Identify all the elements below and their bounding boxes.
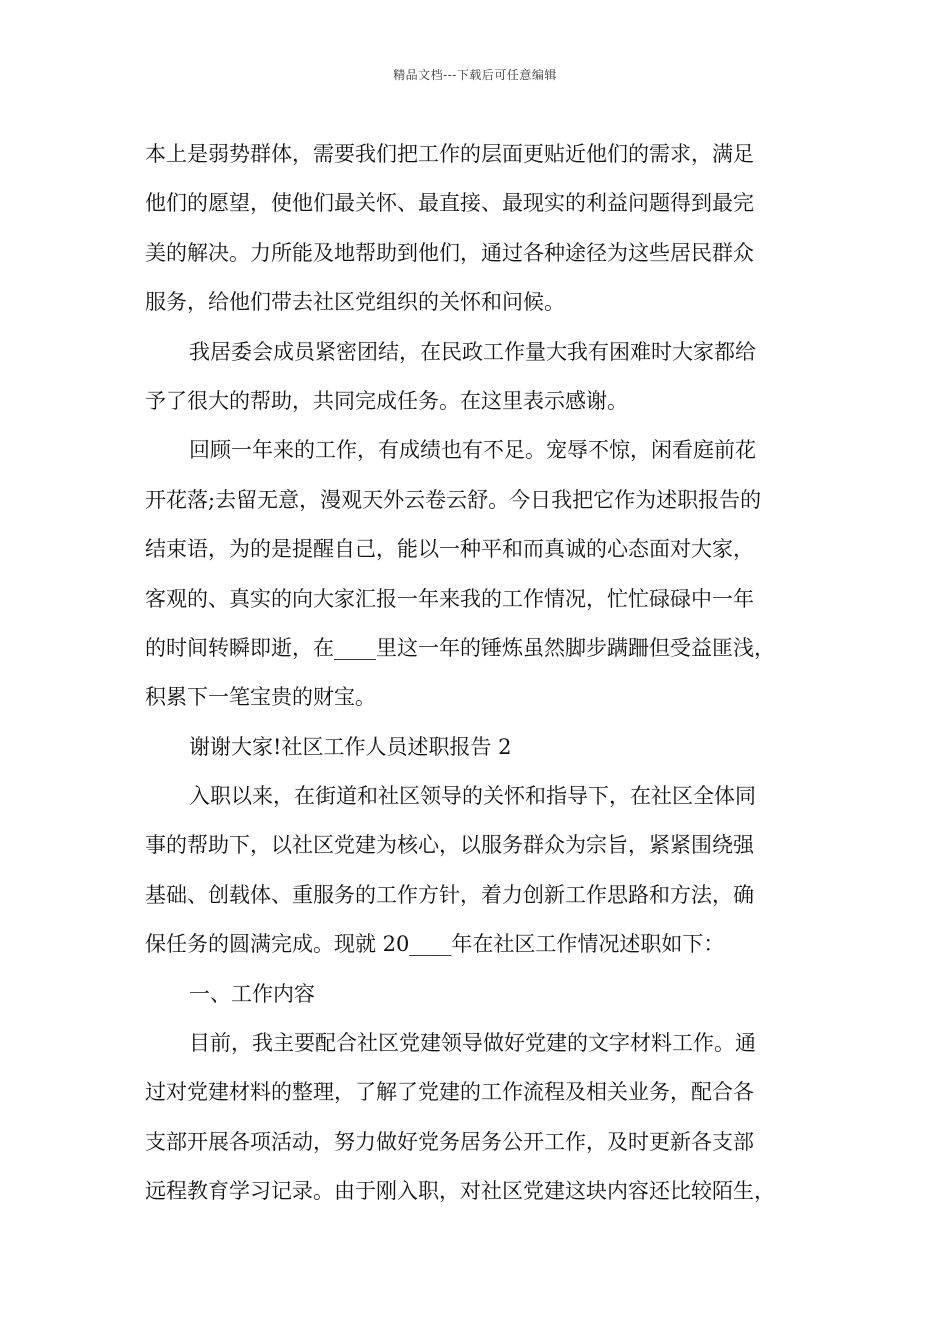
subheading: 一、工作内容 [189,981,315,1006]
text-line: 美的解决。力所能及地帮助到他们，通过各种途径为这些居民群众 [145,240,754,265]
page-header: 精品文档---下载后可任意编辑 [393,68,557,82]
text-line: 支部开展各项活动，努力做好党务居务公开工作，及时更新各支部 [145,1129,754,1154]
text-line: 服务，给他们带去社区党组织的关怀和问候。 [145,290,565,315]
text-line: 他们的愿望，使他们最关怀、最直接、最现实的利益问题得到最完 [145,191,754,216]
text-line: 结束语，为的是提醒自己，能以一种平和而真诚的心态面对大家， [145,537,754,562]
text-line: 远程教育学习记录。由于刚入职，对社区党建这块内容还比较陌生， [145,1179,775,1204]
text-line: 事的帮助下，以社区党建为核心，以服务群众为宗旨，紧紧围绕强 [145,833,754,858]
text-line: 过对党建材料的整理，了解了党建的工作流程及相关业务，配合各 [145,1080,754,1105]
text-line: 入职以来，在街道和社区领导的关怀和指导下，在社区全体同 [189,784,756,809]
text-line: 目前，我主要配合社区党建领导做好党建的文字材料工作。通 [189,1031,756,1056]
text-line: 本上是弱势群体，需要我们把工作的层面更贴近他们的需求，满足 [145,142,754,166]
text-line: 开花落;去留无意，漫观天外云卷云舒。今日我把它作为述职报告的 [145,487,762,512]
text-line: 的时间转瞬即逝，在____里这一年的锤炼虽然脚步蹒跚但受益匪浅， [145,635,775,660]
text-line: 客观的、真实的向大家汇报一年来我的工作情况，忙忙碌碌中一年 [145,586,754,611]
text-line: 我居委会成员紧密团结，在民政工作量大我有困难时大家都给 [189,339,756,364]
text-line: 基础、创载体、重服务的工作方针，着力创新工作思路和方法，确 [145,882,754,907]
text-line: 予了很大的帮助，共同完成任务。在这里表示感谢。 [145,388,628,413]
document-body [145,130,825,1217]
text-line: 保任务的圆满完成。现就 20____年在社区工作情况述职如下： [145,932,725,957]
section-title: 谢谢大家!社区工作人员述职报告 2 [189,734,512,759]
text-line: 积累下一笔宝贵的财宝。 [145,685,376,710]
text-line: 回顾一年来的工作，有成绩也有不足。宠辱不惊，闲看庭前花 [189,438,756,463]
